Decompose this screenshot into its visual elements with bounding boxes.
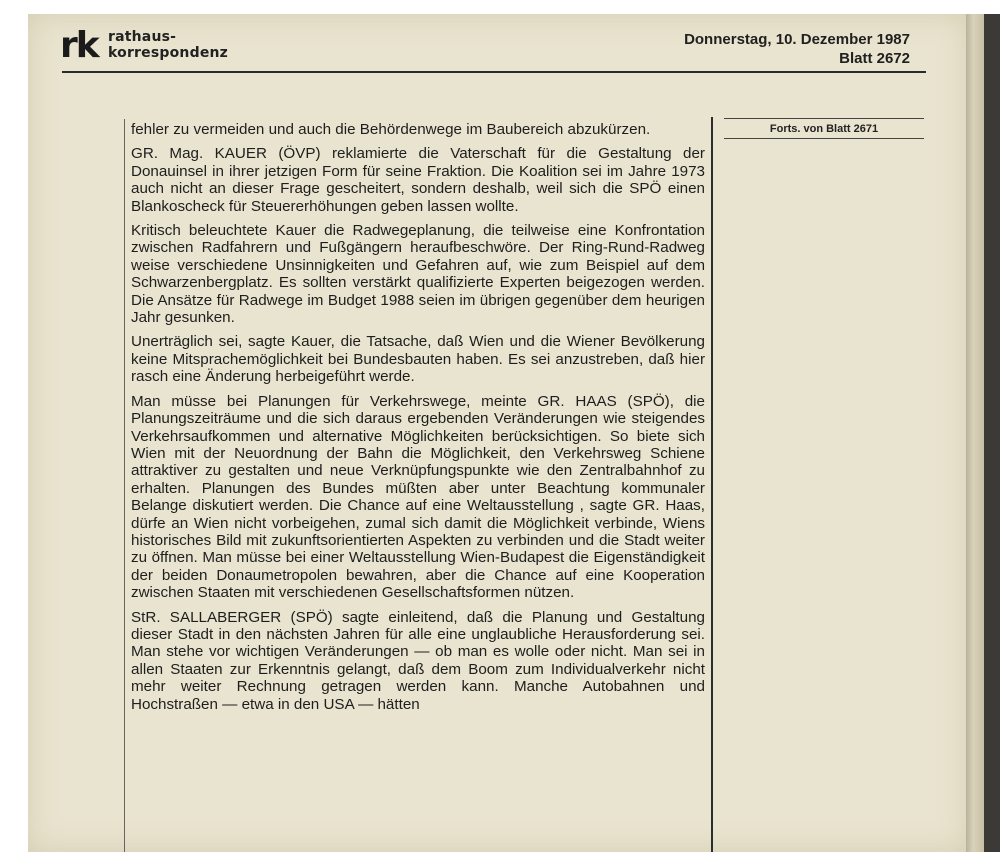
header-rule <box>62 71 926 73</box>
continuation-note: Forts. von Blatt 2671 <box>769 123 879 135</box>
paragraph-4: Unerträglich sei, sagte Kauer, die Tatsache, daß Wien und die Wiener Bevölkerung keine Mitsprachemöglichkeit bei Bundesbauten haben. Es sei anzustreben, daß hier rasch eine Änderung herbeigeführt werde. <box>131 333 705 386</box>
paragraph-1: fehler zu vermeiden und auch die Behördenwege im Baubereich abzukürzen. <box>131 121 651 138</box>
logo-mark: rk <box>60 25 98 66</box>
column-left-rule <box>124 119 125 852</box>
logo-text-line-1: rathaus- <box>108 29 177 45</box>
paragraph-3: Kritisch beleuchtete Kauer die Radwegeplanung, die teilweise eine Konfrontation zwischen Radfahrern und Fußgängern heraufbeschwöre. Der Ring-Rund-Radweg weise verschiedene Unsinnigkeiten und Gefahren auf, wie zum Beispiel auf dem Schwarzenbergplatz. Es sollten verstärkt qualifizierte Experten beigezogen werden. Die Ansätze für Radwege im Budget 1988 seien im übrigen gegenüber dem heurigen Jahr gesunken. <box>131 222 705 327</box>
header-meta <box>684 30 910 68</box>
paragraph-6: StR. SALLABERGER (SPÖ) sagte einleitend, daß die Planung und Gestaltung dieser Stadt in den nächsten Jahren für alle eine unglaubliche Herausforderung sei. Man stehe vor wichtigen Veränderungen — ob man es wolle oder nicht. Man sei in allen Staaten zur Erkenntnis gelangt, daß dem Boom zum Individualverkehr nicht mehr weiter Rechnung getragen werden kann. Manche Autobahnen und Hochstraßen — etwa in den USA — hätten <box>131 608 705 713</box>
sidebar-top-rule <box>724 118 924 119</box>
column-divider <box>711 117 713 852</box>
paragraph-2: GR. Mag. KAUER (ÖVP) reklamierte die Vaterschaft für die Gestaltung der Donauinsel in ihrer jetzigen Form für seine Fraktion. Die Koalition sei im Jahre 1973 auch nicht an dieser Frage gescheitert, sondern deshalb, weil sich die SPÖ einen Blankoscheck für Steuererhöhungen geben lassen wollte. <box>131 145 705 215</box>
article-column <box>131 121 705 720</box>
publication-date: Donnerstag, 10. Dezember 1987 <box>684 31 910 48</box>
book-spine-shadow <box>984 14 1000 852</box>
logo-text-line-2: korrespondenz <box>108 45 229 61</box>
sheet-number: Blatt 2672 <box>839 50 910 67</box>
paragraph-5: Man müsse bei Planungen für Verkehrswege, meinte GR. HAAS (SPÖ), die Planungszeiträume und die sich daraus ergebenden Veränderungen wie steigendes Verkehrsaufkommen und alternative Möglichkeiten berücksichtigen. So biete sich Wien mit der Neuordnung der Bahn die Möglichkeit, den Verkehrsweg Schiene attraktiver zu gestalten und neue Verknüpfungspunkte wie den Zentralbahnhof zu erhalten. Planungen des Bundes müßten aber unter Beachtung kommunaler Belange diskutiert werden. Die Chance auf eine Weltausstellung , sagte GR. Haas, dürfe an Wien nicht vorbeigehen, zumal sich damit die Möglichkeit verbinde, Wiens historisches Bild mit zukunftsorientierten Aspekten zu verbinden und die Stadt weiter zu öffnen. Man müsse bei einer Weltausstellung Wien-Budapest die Eigenständigkeit der beiden Donaumetropolen bewahren, aber die Chance auf eine Kooperation zwischen Staaten mit verschiedenen Gesellschaftsformen nützen. <box>131 392 705 602</box>
sidebar-bottom-rule <box>724 138 924 139</box>
page-binding-edge <box>966 14 984 852</box>
rk-logo <box>60 25 240 68</box>
